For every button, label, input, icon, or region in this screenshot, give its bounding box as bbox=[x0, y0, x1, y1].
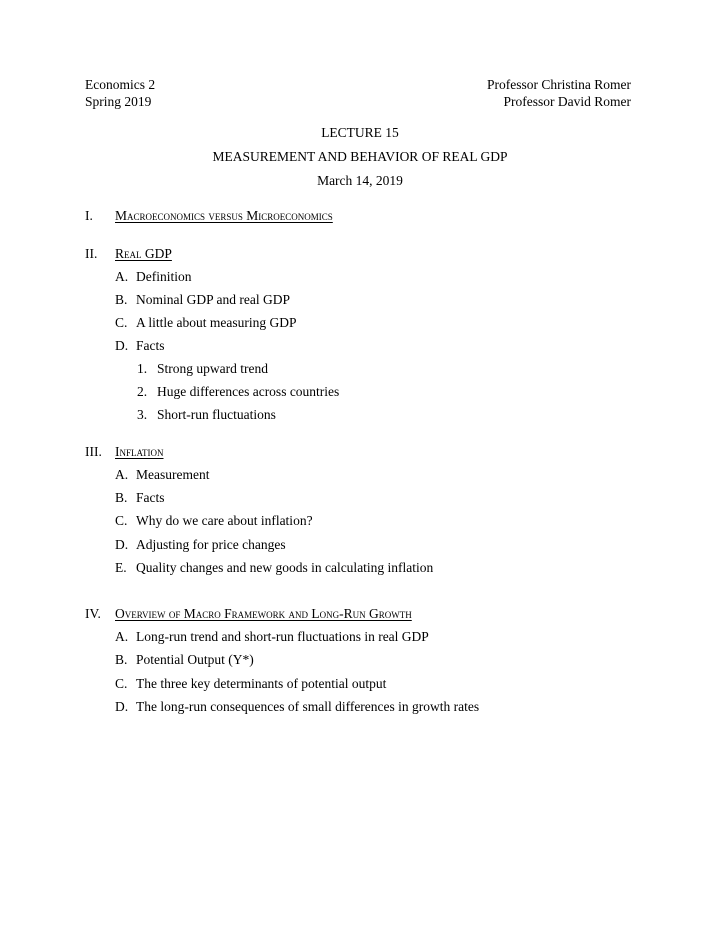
section-heading bbox=[85, 444, 164, 460]
outline-item: A. Long-run trend and short-run fluctuations in real GDP bbox=[115, 629, 429, 644]
course-name: Economics 2 bbox=[85, 77, 156, 92]
outline-item: C. The three key determinants of potential output bbox=[115, 676, 387, 691]
section-heading bbox=[85, 208, 333, 224]
lecture-number: LECTURE 15 bbox=[321, 125, 399, 140]
section-title: Inflation bbox=[115, 444, 164, 459]
outline-item: E. Quality changes and new goods in calculating inflation bbox=[115, 560, 434, 575]
term: Spring 2019 bbox=[85, 94, 152, 109]
outline-item: B. Nominal GDP and real GDP bbox=[115, 292, 290, 307]
lecture-date: March 14, 2019 bbox=[317, 173, 403, 188]
lecture-title: MEASUREMENT AND BEHAVIOR OF REAL GDP bbox=[212, 149, 508, 164]
outline-item: D. The long-run consequences of small differences in growth rates bbox=[115, 699, 480, 714]
outline-subitem: 3. Short-run fluctuations bbox=[137, 407, 276, 422]
section-heading bbox=[85, 246, 172, 262]
outline-item: D. Adjusting for price changes bbox=[115, 537, 286, 552]
outline-item: A. Definition bbox=[115, 269, 192, 284]
professor-1: Professor Christina Romer bbox=[487, 77, 631, 92]
section-number: I. bbox=[85, 208, 93, 223]
outline-item: C. A little about measuring GDP bbox=[115, 315, 297, 330]
section-number: II. bbox=[85, 246, 98, 261]
outline-item: B. Potential Output (Y*) bbox=[115, 652, 254, 667]
section-title: Real GDP bbox=[115, 246, 172, 261]
section-title: Macroeconomics versus Microeconomics bbox=[115, 208, 333, 223]
outline-subitem: 2. Huge differences across countries bbox=[137, 384, 340, 399]
section-title: Overview of Macro Framework and Long-Run Growth bbox=[115, 606, 412, 621]
section-number: III. bbox=[85, 444, 102, 459]
section-heading bbox=[85, 606, 412, 622]
professor-2: Professor David Romer bbox=[503, 94, 631, 109]
section-number: IV. bbox=[85, 606, 101, 621]
outline-item: B. Facts bbox=[115, 490, 165, 505]
outline-subitem: 1. Strong upward trend bbox=[137, 361, 268, 376]
outline-item: C. Why do we care about inflation? bbox=[115, 513, 313, 528]
outline-item: D. Facts bbox=[115, 338, 165, 353]
outline-item: A. Measurement bbox=[115, 467, 210, 482]
